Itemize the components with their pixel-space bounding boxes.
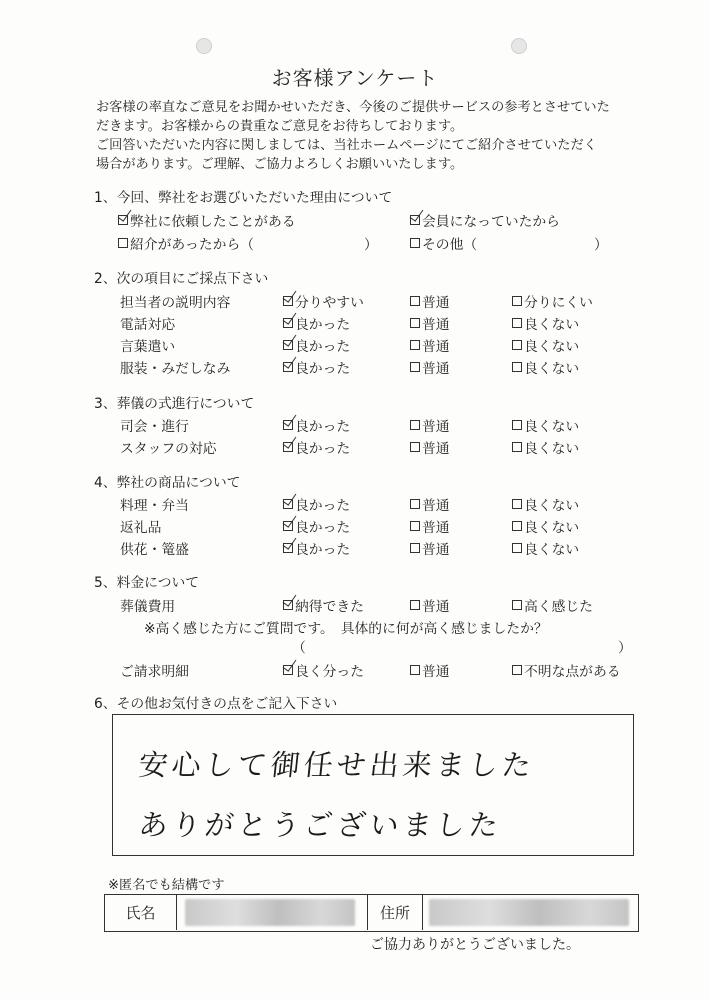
checkbox[interactable] [410,340,420,350]
checkbox[interactable] [283,499,293,509]
rating-option[interactable] [512,516,579,536]
checkbox[interactable] [410,521,420,531]
rating-option[interactable] [410,494,450,514]
option-label: 不明な点がある [524,664,621,680]
rating-option[interactable] [512,313,579,333]
row-label: ご請求明細 [120,664,189,680]
rating-option[interactable] [410,595,450,615]
rating-option[interactable] [283,660,364,680]
checkbox[interactable] [410,238,420,248]
q1-option[interactable]: 会員になっていたから [410,210,560,230]
checkbox[interactable] [283,420,293,430]
option-label: 納得できた [295,599,364,615]
rating-option[interactable] [410,660,450,680]
checkbox[interactable] [512,420,522,430]
intro-line: 場合があります。ご理解、ご協力よろしくお願いいたします。 [96,157,464,172]
option-label: 良くない [524,520,580,536]
row-label: 料理・弁当 [120,498,189,514]
checkbox[interactable] [410,420,420,430]
close-paren: ） [364,237,378,253]
checkbox[interactable] [283,340,293,350]
checkbox[interactable] [410,600,420,610]
option-label: 良くない [524,498,580,514]
address-label: 住所 [367,895,423,930]
row-label: 担当者の説明内容 [120,295,231,311]
checkbox[interactable] [410,499,420,509]
checkbox[interactable] [118,238,128,248]
rating-option[interactable] [512,415,579,435]
rating-option[interactable] [410,357,450,377]
q2-heading: 2、次の項目にご採点下さい [94,271,269,287]
row-label: 供花・篭盛 [120,542,189,558]
checkbox[interactable] [283,362,293,372]
rating-option[interactable] [283,437,350,457]
name-label: 氏名 [105,895,177,930]
rating-option[interactable] [410,415,450,435]
option-label: 良かった [295,419,351,435]
intro-text [96,98,656,174]
anonymous-note: ※匿名でも結構です [108,878,225,893]
page-title: お客様アンケート [271,66,439,90]
intro-line: ご回答いただいた内容に関しましては、当社ホームページにてご紹介させていただく [96,138,597,153]
rating-option[interactable] [283,516,350,536]
checkbox[interactable] [283,543,293,553]
checkbox[interactable] [410,362,420,372]
option-label: 普通 [422,520,450,536]
handwritten-answer: 安心して御任せ出来ました [137,748,537,782]
option-label: 良くない [524,317,580,333]
checkbox[interactable] [512,600,522,610]
rating-option[interactable] [512,660,621,680]
row-label: 電話対応 [120,317,176,333]
intro-line: お客様の率直なご意見をお聞かせいただき、今後のご提供サービスの参考とさせていた [96,100,610,115]
row-label: 服装・みだしなみ [120,361,231,377]
row-label: スタッフの対応 [120,441,217,457]
q5-heading: 5、料金について [94,575,200,591]
option-label: 良かった [295,441,351,457]
option-label: 普通 [422,599,450,615]
checkbox[interactable] [283,665,293,675]
q1-option[interactable]: 紹介があったから（ [118,233,254,253]
option-label: 良かった [295,498,351,514]
punch-hole [511,38,527,54]
option-label: 普通 [422,441,450,457]
rating-option[interactable] [512,291,593,311]
option-label: 良かった [295,339,351,355]
option-label: 普通 [422,295,450,311]
option-label: 良くない [524,441,580,457]
rating-option[interactable] [410,437,450,457]
option-label: 良かった [295,317,351,333]
address-field-redacted[interactable] [429,899,629,926]
checkbox[interactable] [283,442,293,452]
rating-option[interactable] [410,291,450,311]
checkbox[interactable] [410,543,420,553]
rating-option[interactable] [512,357,579,377]
rating-option[interactable] [512,437,579,457]
q1-heading: 1、今回、弊社をお選びいただいた理由について [94,190,393,206]
rating-option[interactable] [512,335,579,355]
option-label: 良くない [524,419,580,435]
checkbox[interactable] [410,296,420,306]
option-label: 良かった [295,361,351,377]
option-label: 良くない [524,339,580,355]
q5-followup: ※高く感じた方にご質問です。 具体的に何が高く感じましたか？ [144,621,548,637]
option-label: 良かった [295,520,351,536]
checkbox[interactable] [512,543,522,553]
option-label: 分りにくい [524,295,593,311]
q6-heading: 6、その他お気付きの点をご記入下さい [94,696,338,712]
checkbox[interactable] [410,215,420,225]
option-label: 高く感じた [524,599,593,615]
checkbox[interactable] [283,318,293,328]
q1-option[interactable]: その他（ [410,233,477,253]
q4-heading: 4、弊社の商品について [94,475,241,491]
checkbox[interactable] [512,296,522,306]
option-label: 良かった [295,542,351,558]
row-label: 返礼品 [120,520,162,536]
checkbox[interactable] [512,340,522,350]
checkbox[interactable] [283,521,293,531]
intro-line: だきます。お客様からの貴重なご意見をお待ちしております。 [96,119,464,134]
option-label: 分りやすい [295,295,364,311]
option-label: 普通 [422,419,450,435]
identity-table [104,894,639,932]
checkbox[interactable] [512,362,522,372]
q3-heading: 3、葬儀の式進行について [94,396,255,412]
rating-option[interactable] [410,538,450,558]
rating-option[interactable] [283,291,364,311]
rating-option[interactable] [283,494,350,514]
rating-option[interactable] [410,335,450,355]
checkbox[interactable] [512,521,522,531]
open-paren: （ [292,640,306,656]
option-label: 良く分った [295,664,364,680]
checkbox[interactable] [118,215,128,225]
rating-option[interactable] [283,357,350,377]
checkbox[interactable] [410,665,420,675]
option-label: 普通 [422,664,450,680]
close-paren: ） [594,237,608,253]
checkbox[interactable] [410,318,420,328]
checkbox[interactable] [512,665,522,675]
option-label: 普通 [422,339,450,355]
rating-option[interactable] [283,415,350,435]
option-label: 普通 [422,361,450,377]
row-label: 言葉遣い [120,339,176,355]
close-paren: ） [618,640,632,656]
rating-option[interactable] [283,335,350,355]
row-label: 司会・進行 [120,419,189,435]
rating-option[interactable] [512,595,593,615]
rating-option[interactable] [283,313,350,333]
checkbox[interactable] [512,442,522,452]
checkbox[interactable] [283,600,293,610]
checkbox[interactable] [410,442,420,452]
rating-option[interactable] [410,313,450,333]
name-field-redacted[interactable] [185,899,355,926]
thanks-message: ご協力ありがとうございました。 [370,937,580,953]
checkbox[interactable] [283,296,293,306]
checkbox[interactable] [512,318,522,328]
option-label: 普通 [422,317,450,333]
rating-option[interactable] [410,516,450,536]
comment-box[interactable] [112,714,634,856]
rating-option[interactable] [283,538,350,558]
checkbox[interactable] [512,499,522,509]
q1-option[interactable]: 弊社に依頼したことがある [118,210,296,230]
rating-option[interactable] [283,595,364,615]
option-label: 普通 [422,498,450,514]
option-label: 良くない [524,361,580,377]
option-label: 良くない [524,542,580,558]
rating-option[interactable] [512,494,579,514]
handwritten-answer: ありがとうございました [137,808,504,842]
punch-hole [196,38,212,54]
row-label: 葬儀費用 [120,599,176,615]
option-label: 普通 [422,542,450,558]
rating-option[interactable] [512,538,579,558]
